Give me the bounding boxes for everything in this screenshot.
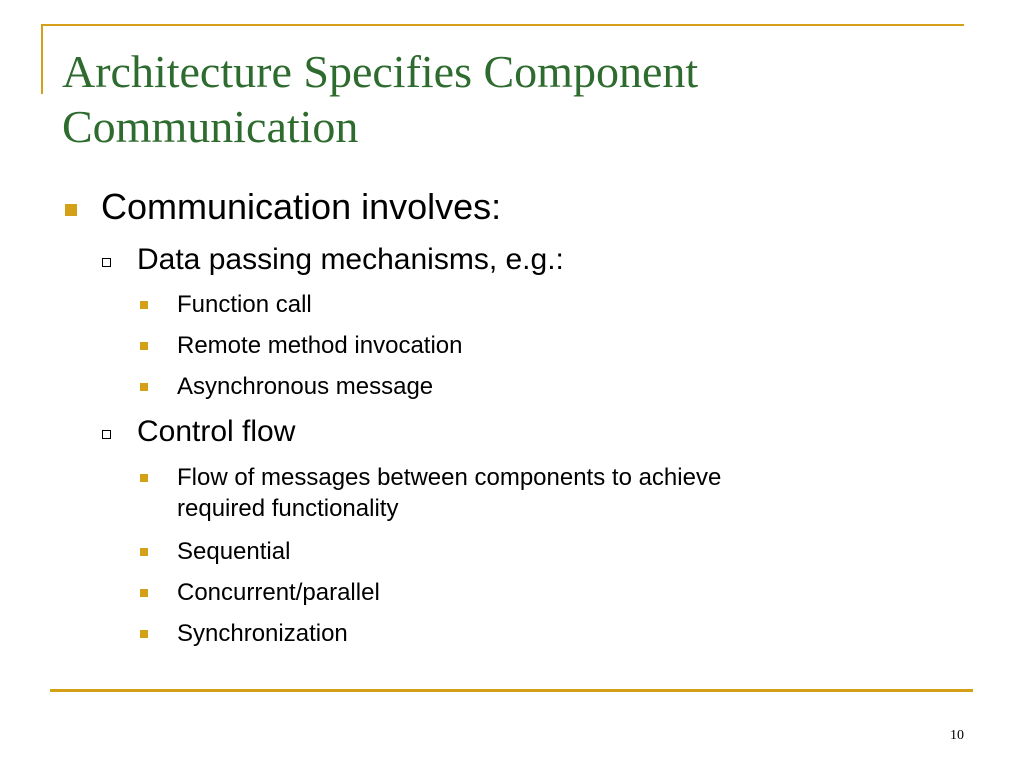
bullet-rmi: Remote method invocation	[177, 332, 463, 359]
top-border-line	[41, 24, 964, 26]
square-bullet-icon	[140, 630, 148, 638]
bullet-control-flow: Control flow	[137, 415, 296, 448]
bullet-flow-messages-line-2: required functionality	[177, 495, 399, 522]
slide-title-line-2: Communication	[62, 101, 359, 152]
bullet-flow-messages-line-1: Flow of messages between components to achieve	[177, 464, 722, 491]
bullet-async-message: Asynchronous message	[177, 373, 434, 400]
slide-title	[62, 44, 962, 154]
square-bullet-icon	[140, 342, 148, 350]
square-bullet-icon	[65, 204, 77, 216]
square-bullet-icon	[140, 548, 148, 556]
hollow-square-bullet-icon	[102, 430, 111, 439]
page-number: 10	[950, 728, 964, 743]
bullet-function-call: Function call	[177, 291, 312, 318]
left-border-line	[41, 24, 43, 94]
bullet-concurrent: Concurrent/parallel	[177, 579, 380, 606]
hollow-square-bullet-icon	[102, 258, 111, 267]
square-bullet-icon	[140, 589, 148, 597]
bullet-data-passing: Data passing mechanisms, e.g.:	[137, 243, 564, 276]
square-bullet-icon	[140, 474, 148, 482]
slide-title-line-1: Architecture Specifies Component	[62, 46, 699, 97]
footer-rule	[50, 689, 973, 692]
bullet-flow-messages	[177, 462, 937, 524]
square-bullet-icon	[140, 383, 148, 391]
bullet-communication: Communication involves:	[101, 186, 502, 227]
square-bullet-icon	[140, 301, 148, 309]
bullet-synchronization: Synchronization	[177, 620, 348, 647]
bullet-sequential: Sequential	[177, 538, 291, 565]
